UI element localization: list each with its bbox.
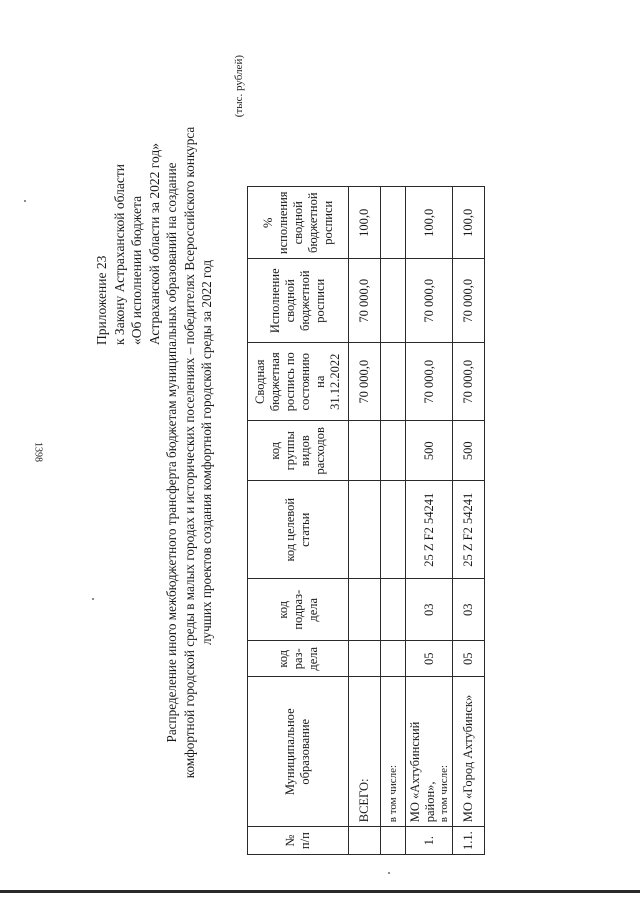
cell-target: 25 Z F2 54241 — [453, 481, 485, 579]
cell-group: 500 — [453, 421, 485, 481]
cell-group — [381, 421, 406, 481]
cell-razdel — [381, 641, 406, 677]
header-exec: Исполнение сводной бюджетной росписи — [248, 259, 349, 343]
cell-plan: 70 000,0 — [349, 343, 381, 421]
table-row — [349, 187, 381, 855]
appendix-line: к Закону Астраханской области — [111, 163, 127, 345]
cell-target — [349, 481, 381, 579]
appendix-line: «Об исполнении бюджета — [129, 195, 144, 345]
header-podrazdel: код подраз-дела — [248, 579, 349, 641]
municipality-subnote: в том числе: — [438, 764, 450, 823]
header-target: код целевой статьи — [248, 481, 349, 579]
document-title — [163, 0, 216, 905]
cell-municipality: ВСЕГО: — [349, 677, 381, 827]
allocation-table — [247, 186, 485, 855]
cell-target — [381, 481, 406, 579]
cell-group: 500 — [406, 421, 453, 481]
municipality-name: МО «Ахтубинский район», — [408, 721, 437, 823]
cell-plan — [381, 343, 406, 421]
cell-plan: 70 000,0 — [406, 343, 453, 421]
cell-podrazdel — [381, 579, 406, 641]
header-municipality: Муниципальное образование — [248, 677, 349, 827]
cell-target: 25 Z F2 54241 — [406, 481, 453, 579]
cell-percent: 100,0 — [453, 187, 485, 259]
cell-group — [349, 421, 381, 481]
cell-municipality: в том числе: — [381, 677, 406, 827]
header-group: код группы видов расходов — [248, 421, 349, 481]
cell-exec — [381, 259, 406, 343]
cell-num: 1. — [406, 827, 453, 855]
cell-percent — [381, 187, 406, 259]
cell-podrazdel — [349, 579, 381, 641]
cell-razdel — [349, 641, 381, 677]
page-number: 1398 — [32, 442, 44, 462]
title-line: лучших проектов создания комфортной городской среды за 2022 год — [199, 259, 214, 646]
table-header-row — [248, 187, 349, 855]
cell-num — [349, 827, 381, 855]
appendix-line: Астраханской области за 2022 год» — [146, 143, 162, 345]
table-row — [381, 187, 406, 855]
header-num: № п/п — [248, 827, 349, 855]
rotated-document — [85, 0, 640, 905]
cell-num: 1.1. — [453, 827, 485, 855]
title-line: комфортной городской среды в малых городах и исторических поселениях – победителях Всероссийского конкурса — [181, 126, 197, 779]
cell-plan: 70 000,0 — [453, 343, 485, 421]
table-row — [453, 187, 485, 855]
cell-percent: 100,0 — [406, 187, 453, 259]
scan-speck — [24, 200, 26, 202]
header-plan: Сводная бюджетная роспись по состоянию на 31.12.2022 — [248, 343, 349, 421]
header-razdel: код раз-дела — [248, 641, 349, 677]
cell-percent: 100,0 — [349, 187, 381, 259]
cell-razdel: 05 — [453, 641, 485, 677]
units-label: (тыс. рублей) — [233, 55, 245, 118]
cell-num — [381, 827, 406, 855]
cell-razdel: 05 — [406, 641, 453, 677]
appendix-line: Приложение 23 — [94, 255, 109, 345]
appendix-header — [93, 143, 163, 345]
cell-municipality — [406, 677, 453, 827]
title-line: Распределение иного межбюджетного трансферта бюджетам муниципальных образований на создание — [164, 162, 179, 743]
table-row — [406, 187, 453, 855]
header-percent: % исполнения сводной бюджетной росписи — [248, 187, 349, 259]
cell-podrazdel: 03 — [406, 579, 453, 641]
cell-exec: 70 000,0 — [349, 259, 381, 343]
cell-municipality: МО «Город Ахтубинск» — [453, 677, 485, 827]
cell-podrazdel: 03 — [453, 579, 485, 641]
cell-exec: 70 000,0 — [453, 259, 485, 343]
cell-exec: 70 000,0 — [406, 259, 453, 343]
